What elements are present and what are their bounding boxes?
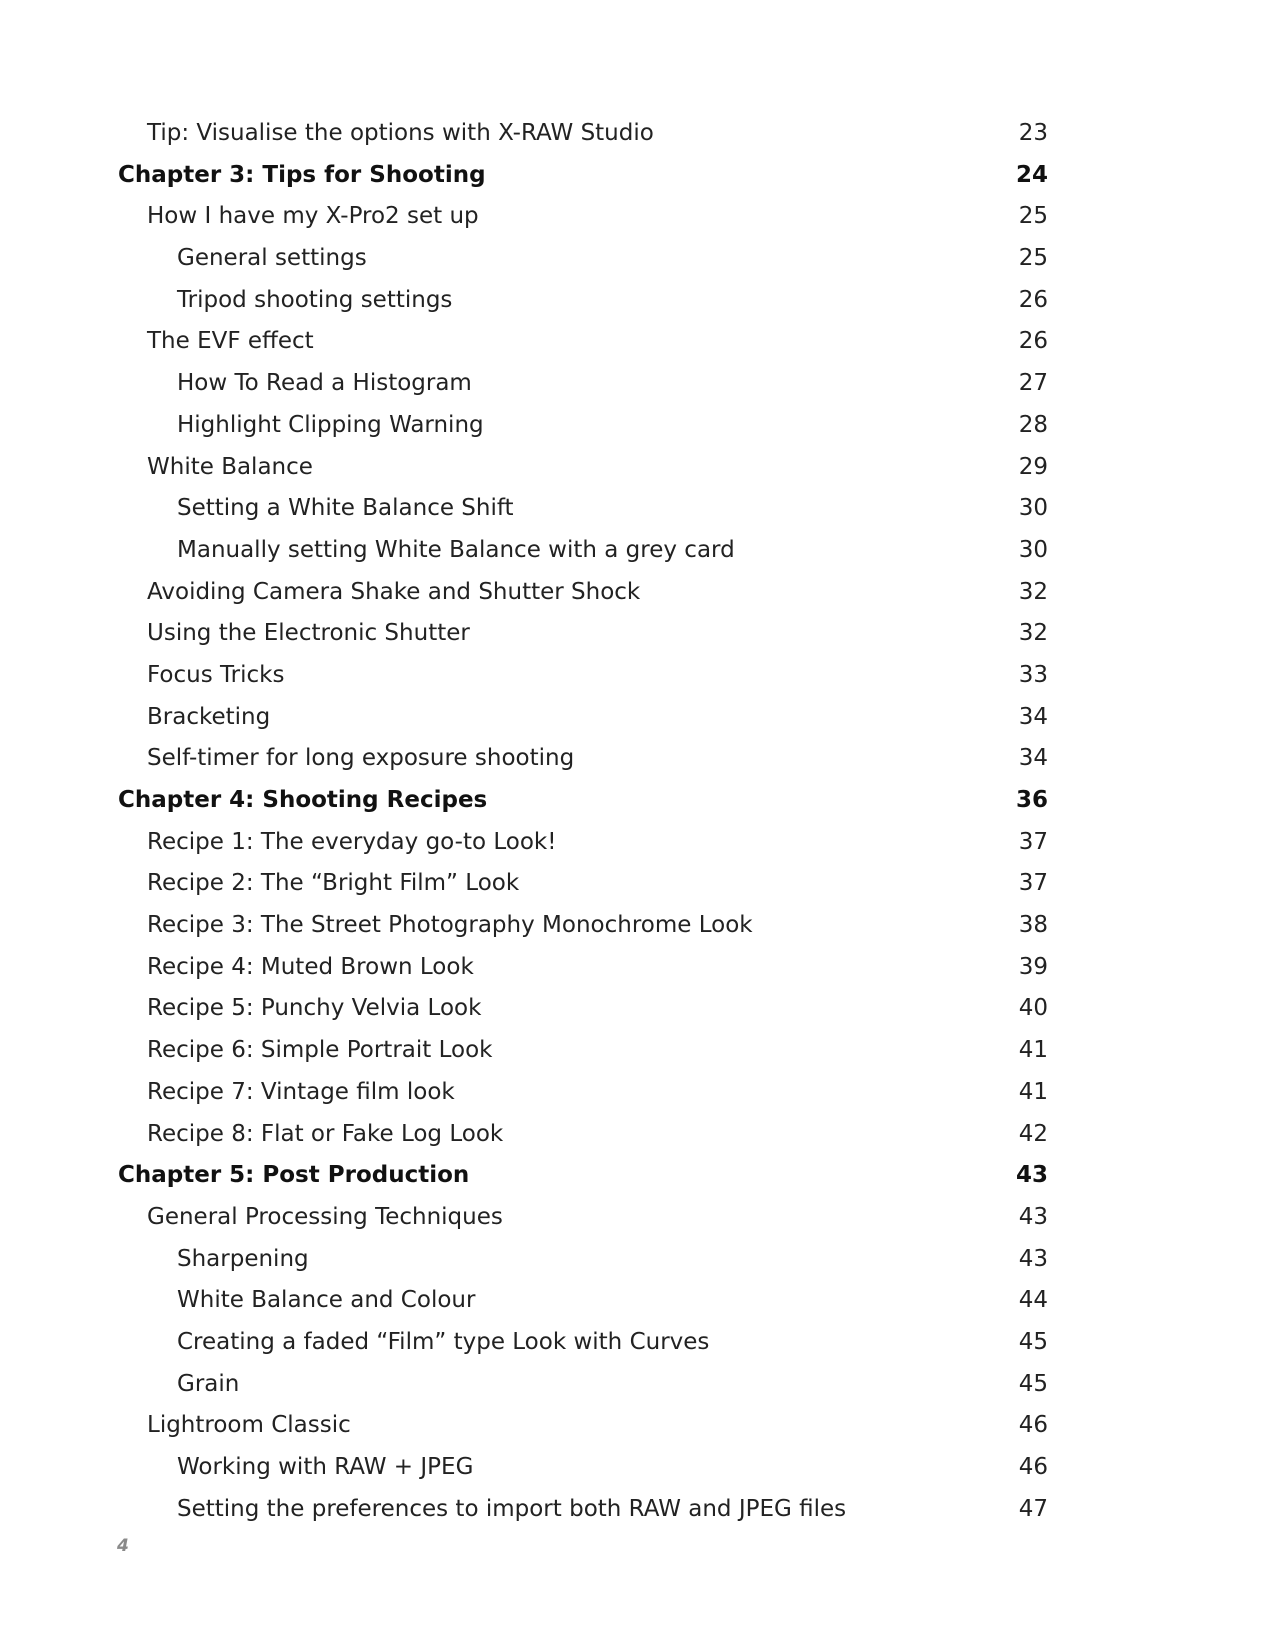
toc-entry-page: 25 bbox=[1018, 245, 1048, 272]
toc-entry-title: Lightroom Classic bbox=[147, 1412, 351, 1439]
toc-entry[interactable] bbox=[118, 113, 1048, 155]
toc-entry-page: 43 bbox=[1018, 1203, 1048, 1230]
toc-entry-title: Bracketing bbox=[147, 703, 271, 730]
toc-entry-page: 24 bbox=[1015, 161, 1048, 188]
toc-entry-title: Sharpening bbox=[177, 1245, 309, 1272]
toc-entry-page: 41 bbox=[1018, 1078, 1048, 1105]
toc-entry-title: Recipe 2: The “Bright Film” Look bbox=[147, 870, 520, 897]
toc-entry-page: 37 bbox=[1018, 828, 1048, 855]
toc-entry-page: 44 bbox=[1018, 1287, 1048, 1314]
toc-entry-title: White Balance and Colour bbox=[177, 1287, 476, 1314]
toc-entry[interactable] bbox=[118, 447, 1048, 489]
toc-entry[interactable] bbox=[118, 1030, 1048, 1072]
toc-entry-title: Setting the preferences to import both RAW and JPEG files bbox=[177, 1495, 847, 1522]
toc-entry-title: General Processing Techniques bbox=[147, 1203, 503, 1230]
toc-entry[interactable] bbox=[118, 613, 1048, 655]
toc-entry[interactable] bbox=[118, 822, 1048, 864]
toc-entry[interactable] bbox=[118, 863, 1048, 905]
toc-entry-title: Recipe 4: Muted Brown Look bbox=[147, 953, 474, 980]
toc-entry-page: 27 bbox=[1018, 370, 1048, 397]
toc-entry-title: Recipe 8: Flat or Fake Log Look bbox=[147, 1120, 504, 1147]
toc-entry-page: 45 bbox=[1018, 1370, 1048, 1397]
toc-entry[interactable] bbox=[118, 363, 1048, 405]
toc-entry-page: 40 bbox=[1018, 995, 1048, 1022]
toc-entry[interactable] bbox=[118, 738, 1048, 780]
toc-entry-page: 45 bbox=[1018, 1328, 1048, 1355]
toc-entry[interactable] bbox=[118, 280, 1048, 322]
toc-entry-page: 34 bbox=[1018, 745, 1048, 772]
toc-entry[interactable] bbox=[118, 196, 1048, 238]
toc-chapter-entry[interactable] bbox=[118, 780, 1048, 822]
toc-entry-page: 42 bbox=[1018, 1120, 1048, 1147]
toc-entry[interactable] bbox=[118, 697, 1048, 739]
toc-entry-title: Chapter 3: Tips for Shooting bbox=[118, 161, 486, 188]
toc-entry-page: 36 bbox=[1015, 787, 1048, 813]
toc-entry-title: Tripod shooting settings bbox=[177, 286, 453, 313]
toc-entry-page: 25 bbox=[1018, 203, 1048, 230]
toc-entry-title: Self-timer for long exposure shooting bbox=[147, 745, 575, 772]
toc-entry-title: White Balance bbox=[147, 453, 313, 480]
toc-entry-page: 34 bbox=[1018, 703, 1048, 730]
toc-entry[interactable] bbox=[118, 1197, 1048, 1239]
toc-entry-page: 38 bbox=[1018, 912, 1048, 939]
toc-entry[interactable] bbox=[118, 572, 1048, 614]
toc-entry-title: Creating a faded “Film” type Look with Curves bbox=[177, 1328, 710, 1355]
toc-entry-page: 39 bbox=[1018, 953, 1048, 980]
toc-entry-title: Focus Tricks bbox=[147, 661, 285, 688]
toc-chapter-entry[interactable] bbox=[118, 1155, 1048, 1197]
toc-entry-title: Working with RAW + JPEG bbox=[177, 1454, 474, 1480]
toc-entry[interactable] bbox=[118, 1405, 1048, 1447]
toc-entry-page: 32 bbox=[1018, 620, 1048, 647]
toc-chapter-entry[interactable] bbox=[118, 155, 1048, 197]
toc-entry[interactable] bbox=[118, 1114, 1048, 1156]
toc-entry-title: Recipe 7: Vintage film look bbox=[147, 1078, 455, 1105]
toc-entry[interactable] bbox=[118, 988, 1048, 1030]
toc-entry-title: The EVF effect bbox=[147, 328, 314, 355]
toc-entry-page: 26 bbox=[1018, 328, 1048, 355]
toc-entry[interactable] bbox=[118, 1364, 1048, 1406]
toc-entry-page: 46 bbox=[1018, 1412, 1048, 1439]
toc-entry-page: 43 bbox=[1015, 1162, 1048, 1189]
toc-entry[interactable] bbox=[118, 238, 1048, 280]
toc-entry-title: General settings bbox=[177, 245, 367, 272]
toc-entry-page: 30 bbox=[1018, 495, 1048, 522]
toc-entry-page: 26 bbox=[1018, 286, 1048, 313]
toc-entry-title: Recipe 1: The everyday go-to Look! bbox=[147, 828, 557, 855]
toc-entry[interactable] bbox=[118, 488, 1048, 530]
toc-entry[interactable] bbox=[118, 1447, 1048, 1489]
toc-entry-title: Setting a White Balance Shift bbox=[177, 495, 514, 522]
toc-entry[interactable] bbox=[118, 1489, 1048, 1531]
toc-entry-page: 33 bbox=[1018, 661, 1048, 688]
toc-entry[interactable] bbox=[118, 321, 1048, 363]
toc-entry-page: 28 bbox=[1018, 411, 1048, 438]
toc-entry[interactable] bbox=[118, 1322, 1048, 1364]
toc-entry-title: Chapter 5: Post Production bbox=[118, 1162, 470, 1189]
toc-entry[interactable] bbox=[118, 405, 1048, 447]
toc-entry[interactable] bbox=[118, 905, 1048, 947]
toc-entry-title: Recipe 6: Simple Portrait Look bbox=[147, 1037, 493, 1064]
toc-entry-title: Grain bbox=[177, 1370, 240, 1397]
page-number: 4 bbox=[117, 1536, 129, 1556]
toc-entry-title: Tip: Visualise the options with X-RAW Studio bbox=[147, 120, 654, 146]
toc-entry-page: 30 bbox=[1018, 536, 1048, 563]
toc-entry-title: Recipe 3: The Street Photography Monochrome Look bbox=[147, 912, 753, 939]
toc-entry-page: 37 bbox=[1018, 870, 1048, 897]
toc-entry-title: Chapter 4: Shooting Recipes bbox=[118, 787, 488, 813]
toc-entry[interactable] bbox=[118, 530, 1048, 572]
toc-entry-title: Avoiding Camera Shake and Shutter Shock bbox=[147, 578, 641, 605]
toc-entry-title: Highlight Clipping Warning bbox=[177, 411, 484, 438]
toc-entry-title: How I have my X-Pro2 set up bbox=[147, 203, 479, 230]
toc-entry[interactable] bbox=[118, 1239, 1048, 1281]
toc-entry-title: Recipe 5: Punchy Velvia Look bbox=[147, 995, 482, 1022]
toc-entry-title: Using the Electronic Shutter bbox=[147, 620, 470, 647]
toc-entry[interactable] bbox=[118, 947, 1048, 989]
toc-entry[interactable] bbox=[118, 655, 1048, 697]
toc-entry-page: 29 bbox=[1018, 453, 1048, 480]
toc-entry-title: How To Read a Histogram bbox=[177, 370, 472, 397]
toc-entry-page: 23 bbox=[1018, 120, 1048, 146]
table-of-contents bbox=[118, 113, 1048, 1530]
toc-entry-page: 43 bbox=[1018, 1245, 1048, 1272]
toc-entry[interactable] bbox=[118, 1280, 1048, 1322]
toc-entry-title: Manually setting White Balance with a grey card bbox=[177, 536, 735, 563]
toc-entry-page: 46 bbox=[1018, 1454, 1048, 1480]
toc-entry-page: 47 bbox=[1018, 1495, 1048, 1522]
toc-entry-page: 41 bbox=[1018, 1037, 1048, 1064]
toc-entry[interactable] bbox=[118, 1072, 1048, 1114]
toc-entry-page: 32 bbox=[1018, 578, 1048, 605]
